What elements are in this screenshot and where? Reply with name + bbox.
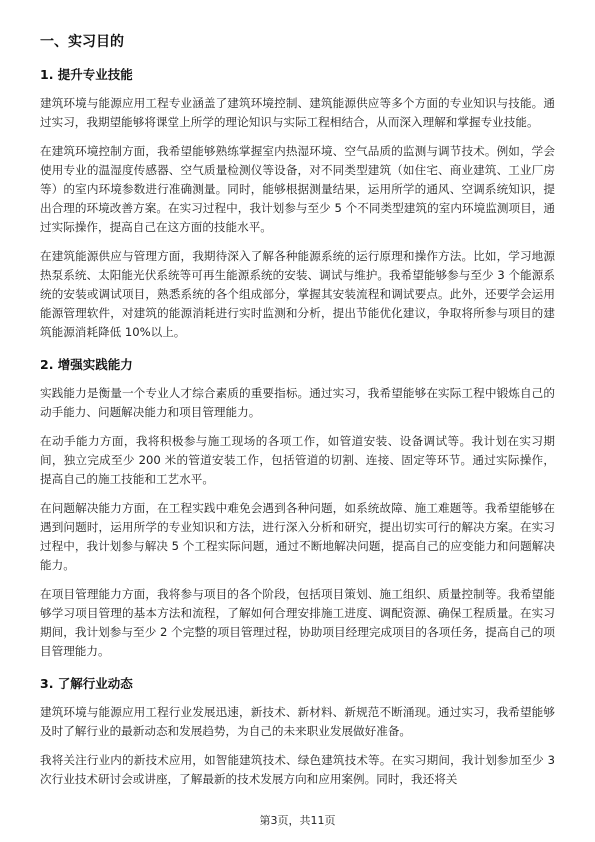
subsection-title: 3. 了解行业动态 bbox=[40, 676, 133, 691]
paragraph: 实践能力是衡量一个专业人才综合素质的重要指标。通过实习，我希望能够在实际工程中锻炼自己的动手能力、问题解决能力和项目管理能力。 bbox=[40, 386, 555, 419]
paragraph: 在建筑能源供应与管理方面，我期待深入了解各种能源系统的运行原理和操作方法。比如，学习地源热泵系统、太阳能光伏系统等可再生能源系统的安装、调试与维护。我希望能够参与至少 3 个能源系统的安装或调试项目，熟悉系统的各个组成部分，掌握其安装流程和调试要点。此外，还要学会运用能源管理软件，对建筑的能源消耗进行实时监测和分析，提出节能优化建议，争取将所参与项目的建筑能源消耗降低 10%以上。 bbox=[40, 249, 555, 339]
paragraph: 在项目管理能力方面，我将参与项目的各个阶段，包括项目策划、施工组织、质量控制等。我希望能够学习项目管理的基本方法和流程，了解如何合理安排施工进度、调配资源、确保工程质量。在实习期间，我计划参与至少 2 个完整的项目管理过程，协助项目经理完成项目的各项任务，提高自己的项目管理能力。 bbox=[40, 587, 555, 658]
paragraph: 建筑环境与能源应用工程专业涵盖了建筑环境控制、建筑能源供应等多个方面的专业知识与技能。通过实习，我期望能够将课堂上所学的理论知识与实际工程相结合，从而深入理解和掌握专业技能。 bbox=[40, 96, 555, 129]
paragraph: 我将关注行业内的新技术应用，如智能建筑技术、绿色建筑技术等。在实习期间，我计划参加至少 3 次行业技术研讨会或讲座，了解最新的技术发展方向和应用案例。同时，我还将关 bbox=[40, 753, 555, 786]
subsection-title: 1. 提升专业技能 bbox=[40, 67, 133, 82]
subsection-1 bbox=[40, 66, 555, 342]
subsection-2 bbox=[40, 356, 555, 661]
paragraph: 在建筑环境控制方面，我希望能够熟练掌握室内热湿环境、空气品质的监测与调节技术。例如，学会使用专业的温湿度传感器、空气质量检测仪等设备，对不同类型建筑（如住宅、商业建筑、工业厂房等）的室内环境参数进行准确测量。同时，能够根据测量结果，运用所学的通风、空调系统知识，提出合理的环境改善方案。在实习过程中，我计划参与至少 5 个不同类型建筑的室内环境监测项目，通过实际操作，提高自己在这方面的技能水平。 bbox=[40, 144, 555, 234]
document-page bbox=[40, 24, 555, 789]
paragraph: 建筑环境与能源应用工程行业发展迅速，新技术、新材料、新规范不断涌现。通过实习，我希望能够及时了解行业的最新动态和发展趋势，为自己的未来职业发展做好准备。 bbox=[40, 705, 555, 738]
paragraph: 在问题解决能力方面，在工程实践中难免会遇到各种问题，如系统故障、施工难题等。我希望能够在遇到问题时，运用所学的专业知识和方法，进行深入分析和研究，提出切实可行的解决方案。在实习过程中，我计划参与解决 5 个工程实际问题，通过不断地解决问题，提高自己的应变能力和问题解决能力。 bbox=[40, 501, 555, 572]
subsection-3 bbox=[40, 675, 555, 789]
page-number-footer: 第3页，共11页 bbox=[259, 814, 336, 827]
section-title: 一、实习目的 bbox=[40, 34, 124, 50]
paragraph: 在动手能力方面，我将积极参与施工现场的各项工作，如管道安装、设备调试等。我计划在实习期间，独立完成至少 200 米的管道安装工作，包括管道的切割、连接、固定等环节。通过实际操作，提高自己的施工技能和工艺水平。 bbox=[40, 434, 555, 486]
subsection-title: 2. 增强实践能力 bbox=[40, 357, 133, 372]
